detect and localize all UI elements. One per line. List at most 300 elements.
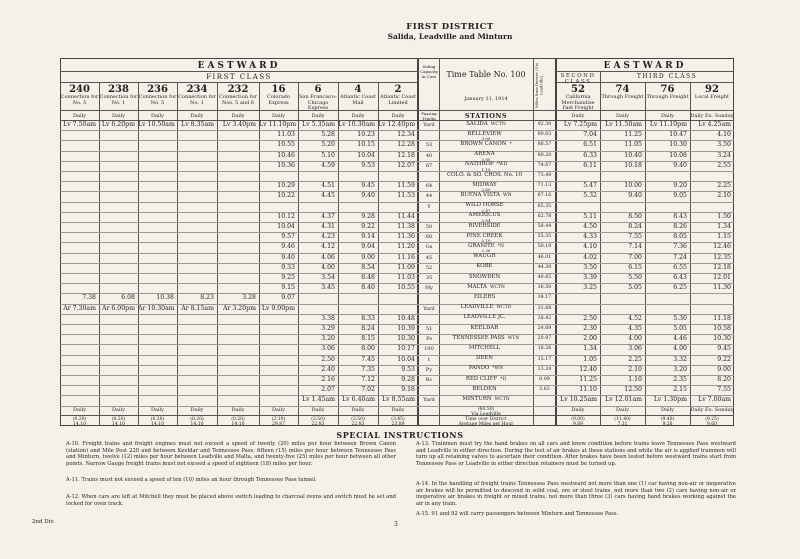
passing-tracks-head: Passing Tracks [421,111,437,121]
time-cell: 1.34 [583,345,597,353]
train-header [138,84,177,106]
station-code: *D [500,376,507,382]
time-cell: 3.38 [321,314,335,322]
time-cell: 5.05 [673,325,687,332]
time-cell: 8.43 [673,212,687,220]
siding-capacity: 40 [425,152,433,159]
time-cell: 4.10 [583,243,597,251]
siding-capacity: 100 [424,346,434,353]
time-cell: 10.18 [624,161,642,169]
station-label: MITCHELL [468,344,501,351]
time-cell: 1.10 [628,376,642,383]
time-cell: Lv 7.00am [698,396,731,404]
station-code: WTN [507,335,520,341]
time-cell: 1.34 [717,223,731,230]
time-cell: 8.20 [717,376,731,383]
time-cell: 3.45 [321,284,335,292]
station-label: EILERS [473,293,496,300]
average-speed-label: Average Miles per Hour [458,422,514,428]
station-name [440,274,532,281]
time-cell: 5.28 [321,131,335,139]
time-cell: 3.28 [242,294,256,302]
time-cell: 10.39 [397,325,415,332]
train-header [556,84,600,112]
time-cell: 8.40 [361,284,375,292]
station-name [440,294,532,301]
station-name [440,141,532,148]
train-number: 92 [705,84,719,95]
time-cell: 5.47 [583,182,597,190]
time-cell: 4.10 [717,131,731,139]
train-name: Colorado Express [266,94,291,106]
time-cell: 7.12 [361,376,375,383]
time-cell: 2.35 [673,376,687,383]
station-label: PANDO [468,365,490,372]
siding-capacity: Yard [423,305,435,312]
miles-from-denver: 65.35 [537,203,552,209]
siding-capacity: Yard [423,122,435,128]
siding-capacity: Py [425,366,433,373]
time-cell: 10.36 [277,161,295,169]
daily-label: Daily [190,406,204,413]
train-header [217,84,259,106]
siding-capacity: 52 [425,264,433,271]
time-cell: 12.34 [397,131,415,139]
station-name [440,335,532,342]
time-cell: 9.14 [361,233,375,241]
time-cell: 9.20 [673,182,687,190]
daily-label: Daily [351,113,365,119]
train-number: 52 [571,84,585,95]
time-cell: 11.20 [397,243,415,251]
time-cell: 6.55 [673,263,687,271]
station-code: * [509,141,512,147]
time-cell: 9.40 [628,192,642,200]
time-over-district: (0.20) 14.10 [150,416,165,428]
time-cell: 7.14 [628,243,642,251]
time-cell: 10.04 [277,223,295,230]
train-header [259,84,298,106]
miles-from-denver: 67.16 [537,193,552,199]
instruction-a14: A-14. In the handling of freight trains Tennessee Pass westward not more than one (1) car having non-air or inoperative air brakes will be permitted to descend in solid coal, ore or steel trains, not more than two (2) cars having non-air or inoperative air brakes in freight or mixed trains, not more than three (3) cars having hand brakes working against the air in any train. [416,481,736,507]
station-label: KOBE [476,263,493,270]
miles-from-denver: 15.17 [537,356,552,362]
time-cell: 6.15 [628,263,642,271]
time-cell: 8.24 [361,325,375,332]
train-number: 76 [660,84,675,95]
siding-capacity: Yard [423,397,435,404]
daily-label: Daily [150,113,164,119]
time-cell: 3.20 [673,365,687,373]
train-number: 238 [108,84,129,95]
time-cell: 2.25 [717,182,731,190]
time-cell: 9.28 [401,376,415,383]
time-cell: 8.54 [361,263,375,271]
daily-label: Daily [615,406,629,413]
daily-label: Daily [351,406,365,413]
time-cell: 9.07 [281,294,295,302]
time-over-district: (3.45) 23.89 [391,416,405,428]
train-number: 16 [271,84,286,95]
time-cell: 2.50 [583,314,597,322]
train-number: 74 [615,84,630,95]
station-label: RED CLIFF [465,375,498,382]
daily-label: Daily [571,406,585,413]
siding-capacity: Y [427,203,431,210]
train-name: Connection for No. 5 [60,94,99,106]
station-distance: 3.80 [481,156,491,162]
page-number: 3 [394,521,398,528]
time-cell: 12.07 [397,161,415,169]
time-cell: 9.45 [717,345,731,353]
time-cell: 10.22 [277,192,295,200]
time-cell: 5.05 [628,284,642,292]
train-number: 240 [69,84,90,95]
time-cell: 10.55 [397,284,415,292]
time-cell: 3.20 [321,335,335,343]
train-name: Local Freight [694,94,730,100]
time-cell: 6.25 [673,284,687,292]
grid-line [60,415,734,416]
siding-capacity-head: Siding Capacity in Cars [420,64,438,79]
time-cell: 2.16 [321,376,335,383]
time-cell: 5.10 [321,151,335,159]
station-name [440,223,532,230]
time-cell: 2.10 [717,192,731,200]
miles-from-denver: 44.30 [537,264,552,270]
time-cell: 12.35 [713,253,731,261]
time-cell: 12.18 [713,263,731,271]
time-cell: 4.23 [321,233,335,241]
time-over-district: (3.50) 22.83 [311,416,325,428]
instruction-a10: A-10. Freight trains and freight engines must not exceed a speed of twenty (20) miles per hour between Brown Canon (station) and Mile Post 220 and between Keeldar and Tennessee Pass, fifteen (15) miles per hour between Tennessee Pass and Minturn, twelve (12) miles per hour between Leadville and Malta, and twenty-five (25) miles per hour between all other points. Narrow Gauge freight trains must not exceed a speed of eighteen (18) miles per hour. [66,441,396,467]
time-cell: Lv 9.00pm [261,304,295,312]
time-cell: Lv 7.25pm [563,121,597,128]
time-cell: 2.10 [628,365,642,373]
time-over-district: (9.00) 9.89 [571,416,585,428]
time-cell: 12.40 [579,365,597,373]
time-cell: 11.59 [397,182,415,190]
station-distance: 2.47 [481,207,491,213]
time-cell: 10.23 [357,131,375,139]
station-label: DEEN [476,355,493,362]
miles-from-denver: 8.09 [539,377,550,382]
time-cell: Lv 10.50am [138,121,175,128]
station-name [440,386,532,393]
train-header [645,84,690,101]
time-cell: 1.15 [717,233,731,241]
time-cell: 9.40 [673,161,687,169]
station-name [440,314,532,321]
station-label: KEELDAR [470,324,499,331]
time-cell: 6.11 [583,161,597,169]
station-label: RIVERSIDE [468,222,501,229]
daily-label: Daily [311,113,325,119]
train-header [600,84,645,101]
time-cell: 4.06 [321,253,335,261]
train-name: San Francisco-Chicago Express [299,94,337,112]
station-label: TENNESSEE PASS [452,334,505,341]
miles-from-denver: 89.03 [537,132,552,138]
station-distance: 1.10 [481,166,491,172]
siding-capacity: t [427,356,430,363]
time-cell: Lv 1.45am [302,396,335,404]
station-code: *WN [492,366,504,372]
time-cell: 10.40 [624,151,642,159]
daily-label: Daily [111,406,125,413]
time-cell: 8.26 [673,223,687,230]
time-cell: 7.36 [673,243,687,251]
train-name: Connection for No. 5 [138,94,177,106]
time-cell: 4.51 [321,182,335,190]
time-cell: 4.33 [583,233,597,241]
left-direction: EASTWARD [197,61,281,71]
train-name: Connection for No. 1 [178,94,216,106]
time-cell: 9.53 [401,365,415,373]
time-cell: Ar 7.30am [63,304,96,312]
miles-from-denver: 13.24 [537,366,552,372]
time-cell: 10.29 [277,182,295,190]
train-number: 4 [354,84,362,95]
station-label: GRANITE [468,242,495,249]
time-cell: 4.46 [673,335,687,343]
time-cell: 4.00 [628,335,642,343]
time-cell: 12.28 [397,141,415,149]
time-cell: 6.43 [673,274,687,281]
time-cell: 11.25 [624,131,642,139]
time-cell: 10.04 [397,355,415,363]
miles-total: (60.50) [477,406,495,412]
instruction-a11: A-11. Trains must not exceed a speed of ten (10) miles an hour through Tennessee Pass tunnel. [66,477,317,483]
miles-from-denver: 55.35 [537,234,552,240]
second-class-label: SECOND CLASS [560,73,596,85]
miles-from-denver: 3.63 [539,387,550,393]
time-cell: 4.52 [628,314,642,322]
daily-label: Daily [190,113,204,119]
time-cell: 3.29 [321,325,335,332]
time-cell: Lv 7.50am [63,121,96,128]
daily-label: Daily [111,113,125,119]
time-cell: 4.59 [321,161,335,169]
time-cell: 10.12 [277,212,295,220]
time-cell: 10.38 [156,294,174,302]
miles-from-denver: 58.44 [537,224,552,229]
time-cell: 8.05 [673,233,687,241]
time-cell: 5.30 [673,314,687,322]
time-cell: 11.44 [397,212,415,220]
time-cell: 12.50 [624,386,642,394]
siding-capacity: Gs [425,244,433,251]
time-cell: 2.15 [673,386,687,394]
miles-from-denver: 86.57 [537,142,552,148]
station-label: MIDWAY [472,181,497,188]
siding-capacity: 67 [425,162,433,169]
time-cell: 2.25 [628,355,642,363]
time-cell: 3.06 [321,345,335,353]
time-cell: 9.40 [281,253,295,261]
station-name [440,253,532,260]
siding-capacity: 35 [425,275,433,281]
time-cell: 11.30 [397,233,415,241]
time-cell: 11.25 [579,376,597,383]
siding-capacity: My [425,285,433,292]
time-over-district: (11.40) 7.31 [614,416,631,428]
station-label: BUENA VISTA [460,191,501,198]
train-header [177,84,217,106]
time-cell: 8.15 [361,335,375,343]
time-over-district: (9.40) 9.26 [660,416,675,428]
time-cell: 5.32 [583,192,597,200]
time-cell: 11.53 [397,192,415,200]
time-cell: 10.15 [357,141,375,149]
train-number: 2 [394,84,402,95]
daily-label: Daily [660,113,674,119]
time-cell: 10.00 [624,182,642,190]
daily-label: Daily [271,406,285,413]
time-cell: 11.10 [579,386,597,394]
time-cell: 4.02 [583,253,597,261]
miles-from-denver: 71.13 [537,183,552,189]
train-name: Atlantic Coast Limited [380,94,416,106]
train-number: 234 [186,84,208,95]
station-distance: 3.00 [481,136,491,142]
miles-from-denver: 24.69 [537,326,552,331]
time-cell: 9.04 [361,243,375,251]
time-cell: Lv 3.40pm [222,121,256,128]
time-cell: 9.33 [281,263,295,271]
time-cell: Lv 11.10pm [649,121,687,128]
time-cell: 9.46 [281,243,295,251]
time-cell: 10.17 [397,345,415,353]
time-cell: 11.05 [624,141,642,149]
time-cell: Lv 11.10pm [259,121,297,128]
miles-from-denver: 74.67 [537,162,552,168]
time-cell: Lv 1.30pm [653,396,687,404]
time-cell: 7.35 [361,365,375,373]
station-name [440,376,532,383]
time-cell: Lv 10.30am [338,121,375,128]
station-name [440,172,532,179]
time-cell: Lv 12.01am [605,396,642,404]
timetable-date: January 11, 1914 [464,96,508,102]
time-cell: 5.20 [321,141,335,149]
daily-label: Daily [72,406,86,413]
time-cell: 4.37 [321,212,335,220]
timetable-number: Time Table No. 100 [446,70,526,79]
daily-label: Daily [72,113,86,119]
time-cell: 11.18 [713,314,731,322]
time-cell: 8.50 [628,212,642,220]
station-label: COLO. & SO. CROS. No. 10 [446,171,523,178]
station-distance: 2.36 [481,248,491,254]
train-name: Connection for Nos. 5 and 6 [219,94,257,106]
time-cell: 9.00 [717,365,731,373]
time-cell: 3.06 [628,345,642,353]
miles-from-denver: 28.42 [537,315,552,321]
station-label: MINTURN [462,395,492,402]
station-label: ARENA [474,151,495,158]
time-cell: 5.11 [583,212,597,220]
train-header [99,84,138,106]
time-over-district: (9.25) 9.60 [705,416,719,428]
time-over-district: (0.20) 14.10 [231,416,245,428]
time-cell: 9.40 [361,192,375,200]
daily-label: Daily [150,406,164,413]
miles-from-denver: 31.68 [537,305,552,311]
daily-label: Daily Ex. Sunday [690,406,734,413]
time-cell: Lv 8.55am [382,396,415,404]
siding-capacity: 50 [425,224,433,230]
time-cell: 3.50 [717,141,731,149]
time-cell: 9.18 [401,386,415,394]
station-label: PINE CREEK [466,232,503,239]
daily-label: Daily [231,113,245,119]
station-code: *N [497,243,504,249]
daily-label: Daily [311,406,325,413]
station-name [440,263,532,270]
miles-from-denver: 36.50 [537,285,552,291]
station-code: WCTN [494,396,510,402]
instruction-a15: A-15. 91 and 92 will carry passengers between Minturn and Tennessee Pass. [416,511,619,517]
station-code: WN [503,192,512,198]
train-name: Atlantic Coast Mail [340,94,376,106]
station-label: WAUGH [473,253,496,260]
time-cell: Lv 8.35am [181,121,214,128]
time-cell: 7.02 [361,386,375,394]
row-line [60,202,734,203]
time-cell: 10.47 [669,131,687,139]
time-cell: 12.46 [713,243,731,251]
daily-label: Daily [660,406,674,413]
siding-capacity: 60 [425,234,433,241]
station-code: *WD [496,162,508,168]
daily-label: Daily [571,113,585,119]
time-over-district: (3.50) 22.83 [351,416,365,428]
time-cell: 6.08 [121,294,135,302]
time-cell: 4.50 [583,223,597,230]
instruction-a12: A-12. When cars are left at Mitchell they must be placed above switch leading to charcoal ovens and switch must be set and locked for oven track. [66,494,396,507]
siding-capacity: Ps [426,336,432,343]
miles-from-denver: 92.30 [537,122,552,127]
time-cell: 2.50 [321,355,335,363]
miles-from-denver: 34.17 [537,295,552,301]
time-cell: 10.48 [397,314,415,322]
time-cell: Lv 10.25am [560,396,597,404]
time-cell: 1.50 [717,212,731,220]
time-cell: 9.22 [717,355,731,363]
time-cell: Lv 4.25am [698,121,731,128]
time-cell: Lv 6.20pm [101,121,135,128]
time-cell: 3.54 [321,274,335,281]
siding-capacity: Rc [425,377,433,383]
time-cell: 9.05 [673,192,687,200]
time-cell: 8.00 [361,345,375,353]
grid-line [556,110,734,111]
time-cell: 9.00 [361,253,375,261]
stations-head: STATIONS [464,112,508,120]
station-name [440,355,532,362]
station-label: LEADVILLE [460,304,494,311]
station-code: WCTN [489,284,505,290]
station-name [440,304,532,311]
train-name: Through Freight [601,94,644,100]
time-cell: 7.00 [628,253,642,261]
time-cell: 9.25 [281,274,295,281]
daily-label: Daily Ex. Sunday [690,113,734,119]
time-cell: 11.16 [397,253,415,261]
time-cell: 2.07 [321,386,335,394]
train-header [60,84,99,106]
